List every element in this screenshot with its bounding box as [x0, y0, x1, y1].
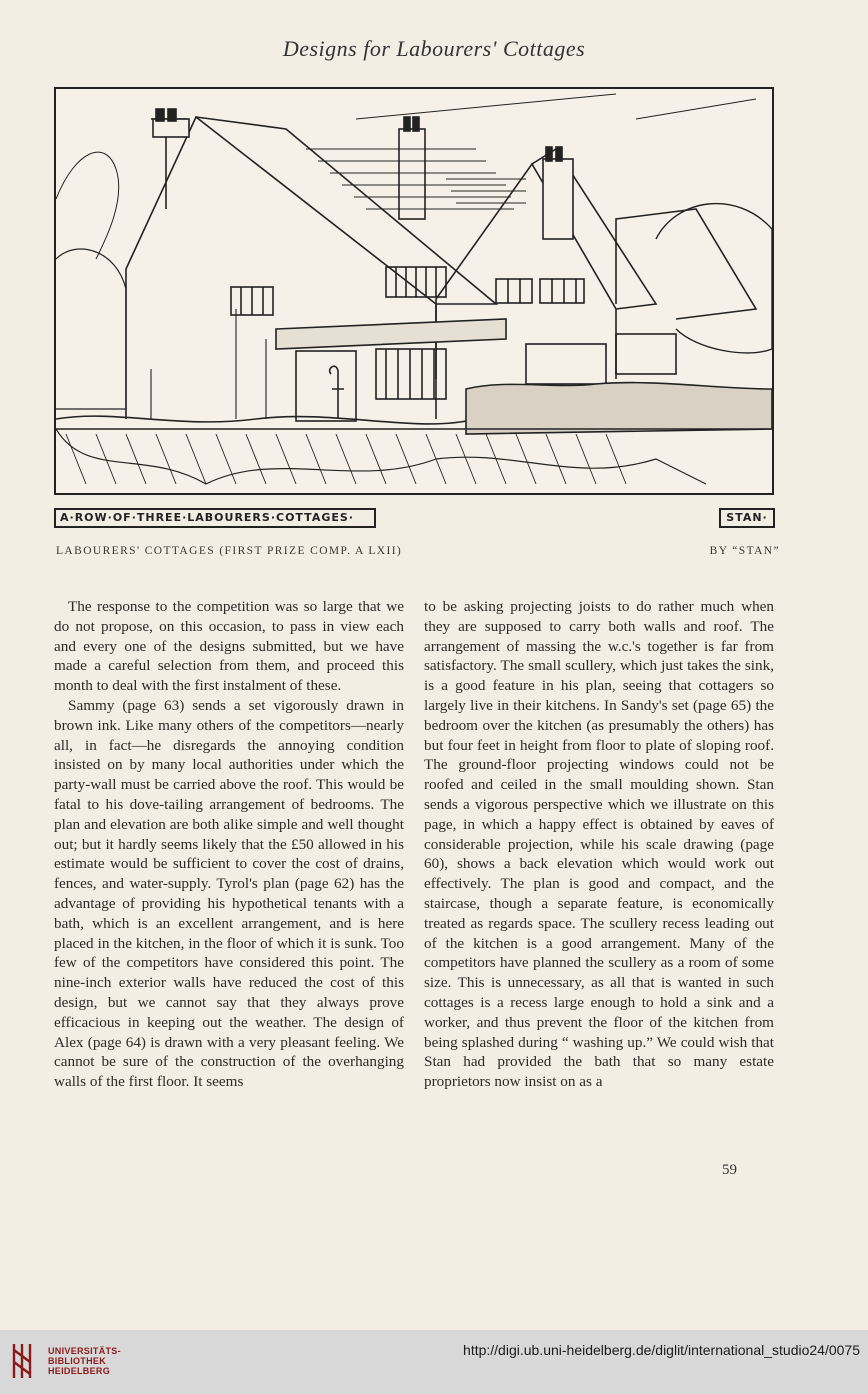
right-column: [424, 597, 774, 1092]
left-column: [54, 597, 404, 1092]
library-name-line: BIBLIOTHEK: [48, 1356, 106, 1366]
figure-caption: LABOURERS' COTTAGES (FIRST PRIZE COMP. A LXII): [56, 545, 403, 557]
paragraph: to be asking projecting joists to do rather much when they are supposed to carry both walls and roof. The arrangement of massing the w.c.'s together is far from satisfactory. The small scullery, which just takes the sink, is a good feature in his plan, seeing that cottagers so largely live in their kitchens. In Sandy's set (page 65) the bedroom over the kitchen (as presumably the others) has but four feet in height from floor to plate of sloping roof. The ground-floor projecting windows could not be roofed and ceiled in the small moulding shown. Stan sends a vigorous perspective which we illustrate on this page, in which a happy effect is obtained by eaves of considerable projection, while his scale drawing (page 60), shows a back elevation which would work out effectively. The plan is good and compact, and the staircase, though a separate feature, is economically treated as regards space. The scullery recess leading out of the kitchen is a good arrangement. Many of the competitors have planned the scullery as a room of some size. This is unnecessary, as all that is wanted in such cottages is a recess large enough to hold a sink and a worker, and thus prevent the floor of the kitchen from being splashed during “ washing up.” We could wish that Stan had provided the bath that so many estate proprietors now insist on as a: [424, 598, 774, 1091]
source-url[interactable]: http://digi.ub.uni-heidelberg.de/diglit/international_studio24/0075: [463, 1342, 860, 1358]
library-name: [48, 1346, 121, 1376]
page-number: 59: [722, 1162, 737, 1178]
library-logo-icon: [10, 1340, 38, 1382]
library-name-line: UNIVERSITÄTS-: [48, 1346, 121, 1356]
illustration-title-lettering: A·ROW·OF·THREE·LABOURERS·COTTAGES·: [54, 508, 376, 528]
figure-credit: BY “STAN”: [709, 545, 780, 557]
paragraph: Sammy (page 63) sends a set vigorously drawn in brown ink. Like many others of the competitors—nearly all, in fact—he disregards the annoying condition insisted on by many local authorities under which the party-wall must be carried above the roof. This would be fatal to his dove-tailing arrangement of bedrooms. The plan and elevation are both alike simple and well thought out; but it hardly seems likely that the £50 allowed in his estimate would be sufficient to cover the cost of drains, fences, and water-supply. Tyrol's plan (page 62) has the advantage of providing his hypothetical tenants with a bath, which is an excellent arrangement, and is here placed in the kitchen, in the floor of which it is sunk. Too few of the competitors have considered this point. The nine-inch exterior walls have reduced the cost of this design, but we cannot say that they always prove efficacious in keeping out the weather. The design of Alex (page 64) is drawn with a very pleasant feeling. We cannot be sure of the construction of the overhanging walls of the first floor. It seems: [54, 696, 404, 1091]
running-head: Designs for Labourers' Cottages: [282, 36, 586, 61]
cottage-drawing: [56, 89, 772, 493]
library-name-line: HEIDELBERG: [48, 1366, 111, 1376]
cottage-illustration: [54, 87, 774, 495]
illustration-signature-lettering: STAN·: [719, 508, 775, 528]
paragraph: The response to the competition was so large that we do not propose, on this occasion, to pass in view each and every one of the designs submitted, but we have made a careful selection from them, and proceed this month to deal with the first instalment of these.: [54, 598, 404, 695]
footer-bar: [0, 1330, 868, 1394]
